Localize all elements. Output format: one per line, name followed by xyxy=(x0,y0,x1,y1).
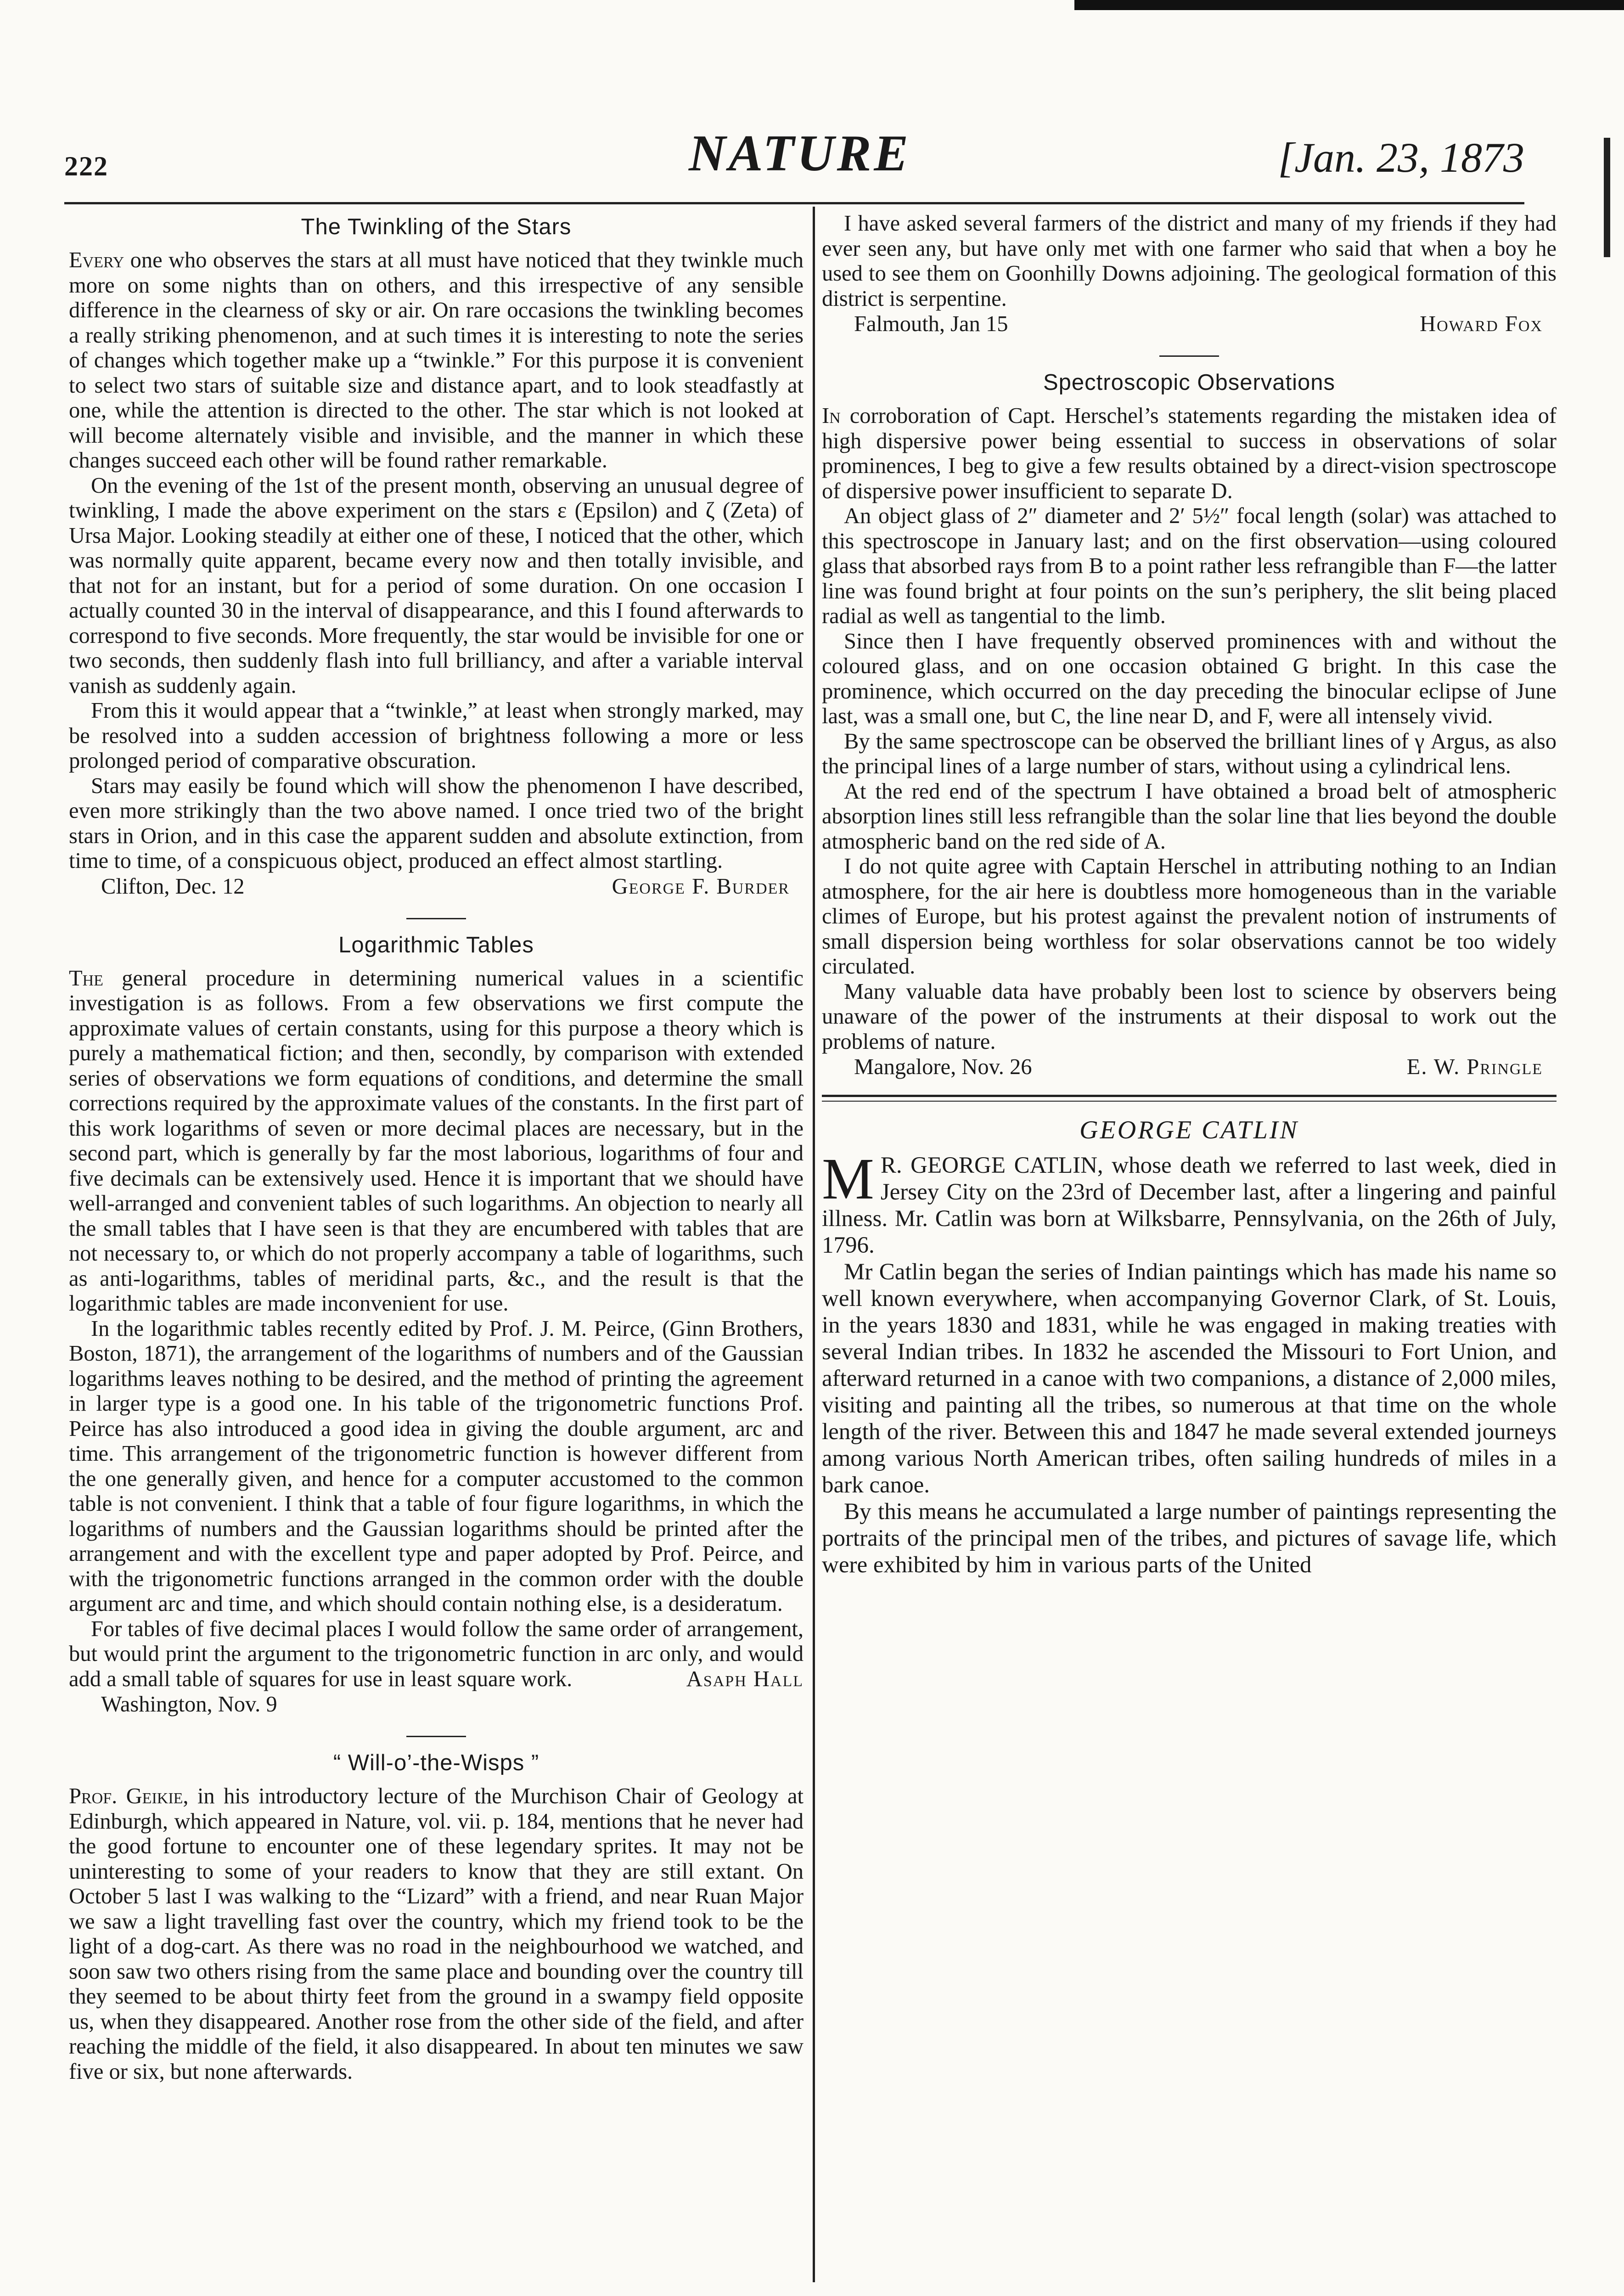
header-rule xyxy=(64,202,1524,204)
paragraph: I have asked several farmers of the district and many of my friends if they had ever seen any, but have only met with one farmer who said that when a boy he used to see them on Goonhilly Downs adjoining. The geological formation of this district is serpentine. xyxy=(822,211,1557,311)
sign-author: George F. Burder xyxy=(612,874,790,899)
paragraph: On the evening of the 1st of the present month, observing an unusual degree of twinkling, I made the above experiment on the stars ε (Epsilon) and ζ (Zeta) of Ursa Major. Looking steadily at either one of these, I noticed that the other, which was normally quite apparent, became every now and then totally invisible, and that not for an instant, but for a period of some duration. On one occasion I actually counted 30 in the interval of disappearance, and this I found afterwards to correspond to five seconds. More frequently, the star would be invisible for one or two seconds, then suddenly flash into full brilliancy, and after a variable interval vanish as suddenly again. xyxy=(69,473,804,698)
letter-logarithmic xyxy=(69,932,804,1719)
letter-title: “ Will-o’-the-Wisps ” xyxy=(333,1750,539,1775)
signature-line xyxy=(822,1054,1557,1081)
paragraph: In corroboration of Capt. Herschel’s statements regarding the mistaken idea of high dispersive power being essential to success in observations of solar prominences, I beg to give a few results obtained by a direct-vision spectroscope of dispersive power insufficient to separate D. xyxy=(822,404,1557,503)
article-george-catlin xyxy=(822,1115,1557,1578)
signature-line xyxy=(822,311,1557,338)
paragraph: Mr Catlin began the series of Indian paintings which has made his name so well known everywhere, when accompanying Governor Clark, of St. Louis, in the years 1830 and 1831, while he was engaged in making treaties with several Indian tribes. In 1832 he ascended the Missouri to Fort Union, and afterward returned in a canoe with two companions, a distance of 2,000 miles, visiting and painting all the tribes, so numerous at that time on the whole length of the river. Between this and 1847 he made several extended journeys among various North American tribes, often sailing hundreds of miles in a bark canoe. xyxy=(822,1259,1557,1498)
scan-edge-top xyxy=(1074,0,1624,10)
masthead: NATURE xyxy=(689,125,911,182)
section-separator xyxy=(406,918,466,919)
paragraph: In the logarithmic tables recently edited by Prof. J. M. Peirce, (Ginn Brothers, Boston, 1871), the arrangement of the logarithms of numbers and of the Gaussian logarithms leaves nothing to be desired, and the method of printing the agreement in larger type is a good one. In his table of the trigonometric functions Prof. Peirce has also introduced a good idea in giving the double argument, arc and time. This arrangement of the trigonometric function is however different from the one generally given, and hence for a computer accustomed to the common table is not convenient. I think that a table of four figure logarithms, in which the logarithms of numbers and the Gaussian logarithms should be printed after the arrangement and with the excellent type and paper adopted by Prof. Peirce, and with the trigonometric functions arranged in the common order with the double argument arc and time, and which should contain nothing else, is a desideratum. xyxy=(69,1316,804,1616)
article-double-rule xyxy=(822,1095,1557,1102)
sign-place: Falmouth, Jan 15 xyxy=(854,312,1008,336)
sign-place: Mangalore, Nov. 26 xyxy=(854,1055,1032,1079)
letter-title: Spectroscopic Observations xyxy=(1043,370,1336,395)
letter-title: The Twinkling of the Stars xyxy=(301,214,572,239)
paragraph: For tables of five decimal places I would follow the same order of arrangement, but would print the argument to the trigonometric function in arc only, and would add a small table of squares for use in least square work. Asaph Hall xyxy=(69,1616,804,1691)
paragraph: The general procedure in determining numerical values in a scientific investigation is as follows. From a few observations we first compute the approximate values of certain constants, using for this purpose a theory which is purely a mathematical fiction; and then, secondly, by comparison with extended series of observations we form equations of conditions, and determine the small corrections required by the approximate values of the constants. In the first part of this work logarithms of seven or more decimal places are necessary, but in the second part, which is generally by far the most laborious, logarithms of four and five decimals can be extensively used. Hence it is important that we should have well-arranged and convenient tables of such logarithms. An objection to nearly all the small tables that I have seen is that they are encumbered with tables that are not necessary to, or which do not properly accompany a table of logarithms, such as anti-logarithms, tables of meridinal parts, &c., and the result is that the logarithmic tables are made inconvenient for use. xyxy=(69,966,804,1316)
signature-line xyxy=(69,1692,804,1718)
right-column xyxy=(822,211,1557,2296)
section-separator xyxy=(1159,355,1219,357)
scan-edge-right xyxy=(1604,138,1610,257)
letter-spectroscopic xyxy=(822,370,1557,1081)
paragraph: From this it would appear that a “twinkle,” at least when strongly marked, may be resolved into a sudden accession of brightness following a more or less prolonged period of comparative obscuration. xyxy=(69,698,804,773)
paragraph: At the red end of the spectrum I have obtained a broad belt of atmospheric absorption lines still less refrangible than the solar line that lies beyond the double atmospheric band on the red side of A. xyxy=(822,779,1557,854)
sign-author: Asaph Hall xyxy=(686,1666,804,1691)
page-number: 222 xyxy=(64,151,108,181)
sign-place: Clifton, Dec. 12 xyxy=(101,874,245,899)
drop-cap: M xyxy=(822,1146,874,1211)
page-header xyxy=(64,124,1524,182)
letter-title: Logarithmic Tables xyxy=(338,932,534,957)
paragraph: I do not quite agree with Captain Herschel in attributing nothing to an Indian atmosphere, for the air here is doubtless more homogeneous than in the variable climes of Europe, but his protest against the prevalent notion of instruments of small dispersion being worthless for solar observations cannot be too widely circulated. xyxy=(822,854,1557,979)
letter-twinkling xyxy=(69,214,804,900)
left-column xyxy=(69,211,804,2296)
signature-line xyxy=(69,874,804,900)
paragraph: Many valuable data have probably been lost to science by observers being unaware of the power of the instruments at their disposal to work out the problems of nature. xyxy=(822,979,1557,1054)
paragraph: M R. GEORGE CATLIN, whose death we referred to last week, died in Jersey City on the 23rd of December last, after a lingering and painful illness. Mr. Catlin was born at Wilksbarre, Pennsylvania, on the 26th of July, 1796. xyxy=(822,1146,1557,1258)
sign-place: Washington, Nov. 9 xyxy=(101,1692,277,1716)
sign-author: E. W. Pringle xyxy=(1406,1055,1543,1079)
sign-author: Howard Fox xyxy=(1420,312,1543,336)
column-rule xyxy=(813,207,815,2282)
letter-will-o-the-wisps xyxy=(69,1750,804,2084)
letter-will-o-the-wisps-continued xyxy=(822,211,1557,338)
lead-word: The xyxy=(69,966,103,990)
paragraph: An object glass of 2″ diameter and 2′ 5½″ focal length (solar) was attached to this spectroscope in January last; and on the first observation—using coloured glass that absorbed rays from B to a point rather less refrangible than F—the latter line was found bright at four points on the sun’s periphery, the slit being placed radial as well as tangential to the limb. xyxy=(822,504,1557,628)
paragraph: Prof. Geikie, in his introductory lecture of the Murchison Chair of Geology at Edinburgh, which appeared in Nature, vol. vii. p. 184, mentions that he never had the good fortune to encounter one of these legendary sprites. It may not be uninteresting to some of your readers to know that they are still extant. On October 5 last I was walking to the “Lizard” with a friend, and near Ruan Major we saw a light travelling fast over the country, which my friend took to be the light of a dog-cart. As there was no road in the neighbourhood we watched, and soon saw two others rising from the same place and bounding over the country till they seemed to be about thirty feet from the ground in a swampy field opposite us, when they disappeared. Another rose from the other side of the field, and after reaching the middle of the field, it also disappeared. In about ten minutes we saw five or six, but none afterwards. xyxy=(69,1784,804,2084)
lead-word: In xyxy=(822,404,841,428)
paragraph: By this means he accumulated a large number of paintings representing the portraits of the principal men of the tribes, and pictures of savage life, which were exhibited by him in various parts of the United xyxy=(822,1499,1557,1578)
paragraph: By the same spectroscope can be observed the brilliant lines of γ Argus, as also the principal lines of a large number of stars, without using a cylindrical lens. xyxy=(822,729,1557,778)
section-separator xyxy=(406,1736,466,1737)
issue-date: [Jan. 23, 1873 xyxy=(1278,134,1524,181)
paragraph: Every one who observes the stars at all must have noticed that they twinkle much more on some nights than on others, and this irrespective of any sensible difference in the clearness of sky or air. On rare occasions the twinkling becomes a really striking phenomenon, and at such times it is interesting to note the series of changes which together make up a “twinkle.” For this purpose it is convenient to select two stars of suitable size and distance apart, and to look steadfastly at one, while the attention is directed to the other. The star which is not looked at will become alternately visible and invisible, and the manner in which these changes succeed each other will be found rather remarkable. xyxy=(69,248,804,473)
lead-word: Prof. Geikie xyxy=(69,1784,183,1808)
lead-word: Every xyxy=(69,248,124,272)
paragraph: Stars may easily be found which will show the phenomenon I have described, even more strikingly than the two above named. I once tried two of the bright stars in Orion, and in this case the apparent sudden and absolute extinction, from time to time, of a conspicuous object, produced an effect almost startling. xyxy=(69,773,804,873)
paragraph: Since then I have frequently observed prominences with and without the coloured glass, and on one occasion obtained G bright. In this case the prominence, which occurred on the day preceding the binocular eclipse of June last, was a small one, but C, the line near D, and F, were all intensely vivid. xyxy=(822,629,1557,728)
article-title: GEORGE CATLIN xyxy=(1079,1116,1299,1144)
